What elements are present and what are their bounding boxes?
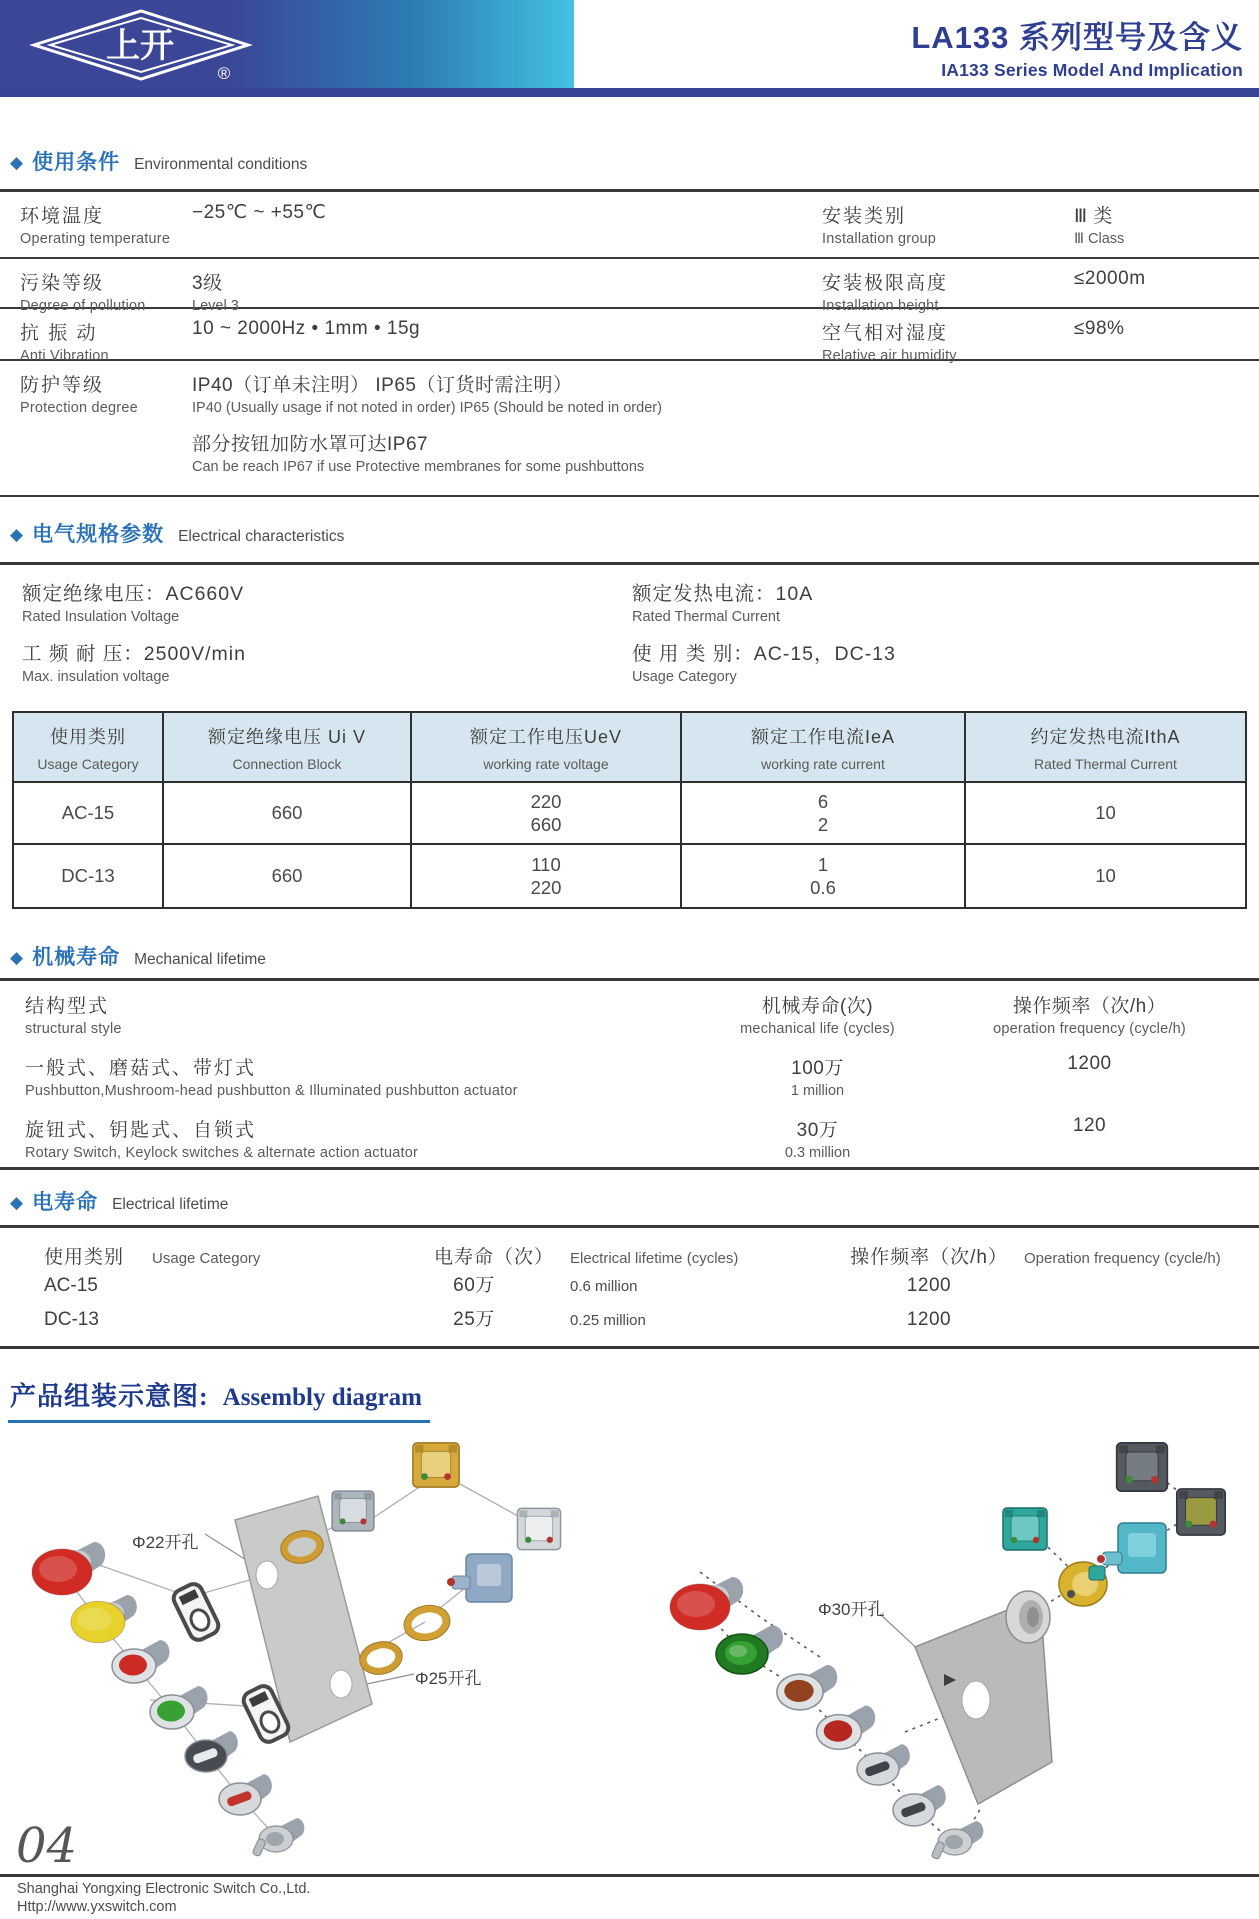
table-row-dc13 [14,845,1245,907]
selector-switch [857,1744,910,1785]
cell-style-en: Rotary Switch, Keylock switches & alternate action actuator [25,1145,418,1161]
cell-ui: 660 [164,845,412,907]
spec-en: Rated Thermal Current [632,609,781,625]
col-header-zh: 使用类别 [44,1247,125,1268]
env-label-zh: 安装极限高度 [822,273,949,294]
col-header-zh: 额定绝缘电压 Ui V [207,726,366,747]
mech-row-rotary [0,1105,1259,1167]
pushbutton-brown [777,1665,837,1710]
env-row-protection [0,361,1259,497]
cell-life-en: 0.6 million [570,1278,638,1295]
cell-category: DC-13 [44,1309,99,1330]
cell-ie: 0.6 [810,877,836,898]
cell-ie: 2 [817,814,829,835]
contact-block-gray [332,1491,374,1531]
env-label-en: Degree of pollution [20,298,146,314]
col-header-en: Usage Category [152,1250,261,1267]
contact-block-dark [1177,1489,1225,1535]
env-label-zh: 安装类别 [822,206,907,227]
cell-life-en: 0.25 million [570,1312,646,1329]
cell-category: AC-15 [44,1275,98,1296]
env-label-en: Operating temperature [20,231,171,247]
cell-life-zh: 100万 [791,1058,844,1079]
mounting-ring-gray [1006,1591,1050,1643]
col-header-zh: 额定工作电流IeA [750,726,896,747]
env-heading-en: Environmental conditions [134,156,308,173]
mech-header-row [0,981,1259,1043]
section-mechanical-lifetime [0,941,1259,1170]
cell-life-zh: 60万 [453,1275,495,1296]
mech-heading-zh: 机械寿命 [32,946,121,969]
label-hole-30: Φ30开孔 [818,1600,885,1619]
header-underbar [0,88,1259,97]
col-header-zh: 结构型式 [25,996,110,1017]
elec-heading-en: Electrical characteristics [178,528,345,545]
page-title: LA133 系列型号及含义 [911,20,1243,55]
env-label-en: Relative air humidity [822,348,957,364]
cell-ith: 10 [1095,865,1116,886]
env-label-zh: 空气相对湿度 [822,323,949,344]
page-subtitle: IA133 Series Model And Implication [941,60,1243,80]
col-header-en: Usage Category [37,755,139,772]
cell-frequency: 1200 [906,1309,952,1330]
env-value: 部分按钮加防水罩可达IP67 [192,434,429,455]
cell-life-zh: 30万 [796,1120,839,1141]
elec-specs [0,578,1259,685]
env-heading-zh: 使用条件 [32,151,121,174]
env-label-zh: 环境温度 [20,206,105,227]
cell-style-en: Pushbutton,Mushroom-head pushbutton & Illuminated pushbutton actuator [25,1083,518,1099]
cell-ue: 110 [531,854,561,875]
env-value: IP40（订单未注明） IP65（订货时需注明） [192,375,573,396]
life-header-row [0,1228,1259,1270]
spec-zh: 使 用 类 别：AC-15，DC-13 [632,643,896,665]
spec-thermal-current [632,578,1259,625]
env-value: −25℃ ~ +55℃ [192,202,327,223]
env-section-heading [0,146,1259,176]
env-value-en: Can be reach IP67 if use Protective membranes for some pushbuttons [192,459,645,475]
cell-category: AC-15 [14,783,164,843]
cell-frequency: 1200 [1067,1053,1112,1074]
col-header-zh: 额定工作电压UeV [469,726,622,747]
col-header-en: Electrical lifetime (cycles) [570,1250,739,1267]
header-band [0,0,574,88]
cell-category: DC-13 [14,845,164,907]
col-header-zh: 电寿命（次） [433,1247,554,1268]
mech-row-pushbutton [0,1043,1259,1105]
mushroom-button-red [670,1577,743,1630]
col-header-en: Connection Block [232,755,342,772]
footer-rule [0,1874,1259,1877]
cell-style-zh: 旋钮式、钥匙式、自锁式 [25,1120,257,1141]
pushbutton-red [112,1640,169,1683]
col-header-zh: 使用类别 [50,726,126,747]
env-label-en: Installation group [822,231,937,247]
env-value: Ⅲ 类 [1074,206,1113,227]
env-value: 10 ~ 2000Hz • 1mm • 15g [192,318,421,339]
gold-lock-ring [401,1601,454,1644]
life-row-ac15 [0,1270,1259,1304]
env-value: 3级 [192,273,223,294]
env-label-en: Protection degree [20,400,138,416]
footer-company: Shanghai Yongxing Electronic Switch Co.,Ltd. [17,1881,311,1897]
life-heading-en: Electrical lifetime [112,1196,229,1213]
life-row-dc13 [0,1304,1259,1338]
cell-ie: 1 [817,854,829,875]
env-label-zh: 防护等级 [20,375,105,396]
selector-switch [893,1785,946,1826]
env-value-en: IP40 (Usually usage if not noted in order) IP65 (Should be noted in order) [192,400,662,416]
cell-ue: 660 [530,814,562,835]
pushbutton-red [817,1705,876,1749]
lamp-holder-yellow [1059,1562,1107,1606]
spec-en: Rated Insulation Voltage [22,609,180,625]
env-row-temperature [0,192,1259,259]
col-header-en: mechanical life (cycles) [740,1021,895,1037]
mushroom-button-yellow [71,1595,137,1643]
logo-text: 上开 [106,27,174,65]
env-row-pollution [0,259,1259,314]
env-value-en: Ⅲ Class [1074,231,1125,247]
mech-section-heading [0,941,1259,971]
table-header-row [14,713,1245,783]
section-environmental-conditions [0,146,1259,497]
col-header-en: operation frequency (cycle/h) [993,1021,1186,1037]
page-number: 04 [16,1818,78,1874]
panel-hole-25 [330,1670,352,1698]
cell-ith: 10 [1095,802,1116,823]
pushbutton-green [150,1686,207,1729]
spec-zh: 工 频 耐 压：2500V/min [22,643,246,665]
registered-mark-icon: ® [217,64,231,83]
life-heading-zh: 电寿命 [32,1191,99,1214]
label-hole-25: Φ25开孔 [415,1669,482,1688]
contact-block-dark [1117,1443,1168,1491]
section-electrical-characteristics [0,518,1259,909]
col-header-en: Rated Thermal Current [1034,755,1177,772]
diamond-bullet-icon: ◆ [10,153,24,172]
env-value-en: Level 3 [192,298,239,314]
cell-life-en: 1 million [790,1083,845,1099]
key-switch [931,1821,983,1860]
elec-heading-zh: 电气规格参数 [32,523,165,546]
divider [0,562,1259,565]
label-hole-22: Φ22开孔 [132,1533,199,1552]
col-header-en: working rate voltage [483,755,609,772]
assembly-right-cluster [670,1443,1225,1860]
company-logo [26,5,266,85]
col-header-en: working rate current [761,755,885,772]
diamond-bullet-icon: ◆ [10,948,24,967]
contact-block-yellow [413,1443,459,1487]
cell-ie: 6 [817,791,829,812]
col-header-en: structural style [25,1021,122,1037]
diamond-bullet-icon: ◆ [10,525,24,544]
cell-style-zh: 一般式、磨菇式、带灯式 [25,1058,257,1079]
env-label-zh: 污染等级 [20,273,105,294]
assembly-title-zh: 产品组装示意图: [10,1382,209,1411]
section-electrical-lifetime [0,1186,1259,1349]
assembly-left-cluster [32,1443,561,1857]
cell-life-en: 0.3 million [784,1145,851,1161]
spec-en: Usage Category [632,669,737,685]
env-table [0,189,1259,497]
col-header-zh: 机械寿命(次) [761,996,874,1017]
cell-ue: 220 [530,877,562,898]
col-header-en: Operation frequency (cycle/h) [1024,1250,1221,1267]
cell-frequency: 1200 [906,1275,952,1296]
col-header-zh: 操作频率（次/h） [850,1247,1008,1268]
spec-zh: 额定发热电流：10A [632,583,814,605]
env-label-en: Anti Vibration [20,348,109,364]
table-row-ac15 [14,783,1245,845]
contact-block-clear [517,1508,560,1549]
elec-ratings-table [12,711,1247,909]
panel-hole-30 [962,1681,990,1719]
footer-url: Http://www.yxswitch.com [17,1899,177,1915]
life-section-heading [0,1186,1259,1216]
col-header-zh: 操作频率（次/h） [1012,996,1167,1017]
assembly-diagram [0,1412,1259,1877]
panel-hole-22 [256,1561,278,1589]
env-value: ≤98% [1074,318,1125,339]
env-label-zh: 抗 振 动 [20,323,98,344]
cell-ue: 220 [530,791,562,812]
divider [0,1346,1259,1349]
col-header-zh: 约定发热电流IthA [1030,726,1181,747]
mech-heading-en: Mechanical lifetime [134,951,266,968]
env-row-vibration [0,309,1259,364]
cell-ui: 660 [164,783,412,843]
contact-block-teal [1003,1508,1047,1550]
cell-frequency: 120 [1072,1115,1107,1136]
lamp-body-teal [1097,1523,1167,1573]
env-label-en: Installation height [822,298,939,314]
mushroom-button-red [32,1542,105,1595]
spec-zh: 额定绝缘电压：AC660V [22,583,245,605]
elec-section-heading [0,518,1259,548]
env-value: ≤2000m [1074,268,1146,289]
diamond-bullet-icon: ◆ [10,1193,24,1212]
spec-insulation-voltage [22,578,632,625]
cell-life-zh: 25万 [453,1309,495,1330]
illuminated-button-green [716,1625,783,1674]
assembly-title-en: Assembly diagram [222,1384,422,1411]
spec-withstand-voltage [22,638,632,685]
spec-en: Max. insulation voltage [22,669,170,685]
spec-usage-category [632,638,1259,685]
divider [0,1167,1259,1170]
key-switch [252,1818,304,1857]
